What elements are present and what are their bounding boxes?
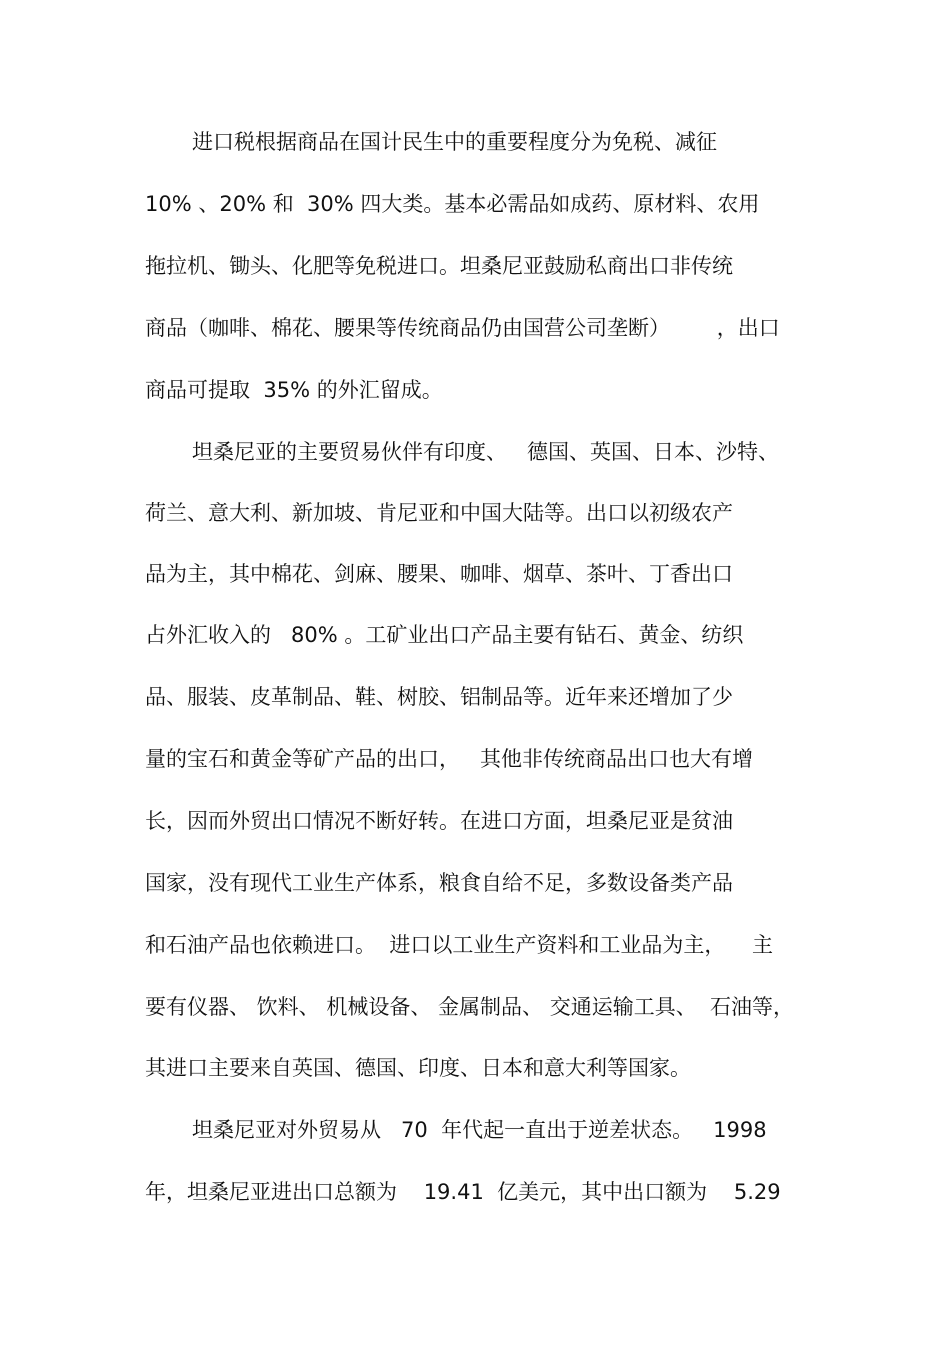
paragraph-2-line-9: 和石油产品也依赖进口。 进口以工业生产资料和工业品为主， 主 <box>145 933 774 957</box>
paragraph-2-line-8: 国家，没有现代工业生产体系，粮食自给不足，多数设备类产品 <box>145 871 733 895</box>
paragraph-2-line-10: 要有仪器、 饮料、 机械设备、 金属制品、 交通运输工具、 石油等， <box>145 995 795 1019</box>
paragraph-2-line-1: 坦桑尼亚的主要贸易伙伴有印度、 德国、英国、日本、沙特、 <box>192 440 780 464</box>
paragraph-3-line-2: 年，坦桑尼亚进出口总额为 19.41 亿美元，其中出口额为 5.29 <box>145 1180 781 1204</box>
paragraph-1-line-1: 进口税根据商品在国计民生中的重要程度分为免税、减征 <box>192 130 717 154</box>
paragraph-1-line-4: 商品（咖啡、棉花、腰果等传统商品仍由国营公司垄断） ，出口 <box>145 316 780 340</box>
paragraph-2-line-11: 其进口主要来自英国、德国、印度、日本和意大利等国家。 <box>145 1056 691 1080</box>
paragraph-2-line-5: 品、服装、皮革制品、鞋、树胶、铝制品等。近年来还增加了少 <box>145 685 733 709</box>
paragraph-2-line-7: 长，因而外贸出口情况不断好转。在进口方面，坦桑尼亚是贫油 <box>145 809 733 833</box>
paragraph-2-line-2: 荷兰、意大利、新加坡、肯尼亚和中国大陆等。出口以初级农产 <box>145 501 733 525</box>
paragraph-1-line-3: 拖拉机、锄头、化肥等免税进口。坦桑尼亚鼓励私商出口非传统 <box>145 254 733 278</box>
paragraph-2-line-6: 量的宝石和黄金等矿产品的出口， 其他非传统商品出口也大有增 <box>145 747 754 771</box>
paragraph-1-line-2: 10% 、20% 和 30% 四大类。基本必需品如成药、原材料、农用 <box>145 192 760 216</box>
paragraph-1-line-5: 商品可提取 35% 的外汇留成。 <box>145 378 443 402</box>
paragraph-2-line-3: 品为主，其中棉花、剑麻、腰果、咖啡、烟草、茶叶、丁香出口 <box>145 562 733 586</box>
paragraph-3-line-1: 坦桑尼亚对外贸易从 70 年代起一直出于逆差状态。 1998 <box>192 1118 767 1142</box>
paragraph-2-line-4: 占外汇收入的 80% 。工矿业出口产品主要有钻石、黄金、纺织 <box>145 623 744 647</box>
